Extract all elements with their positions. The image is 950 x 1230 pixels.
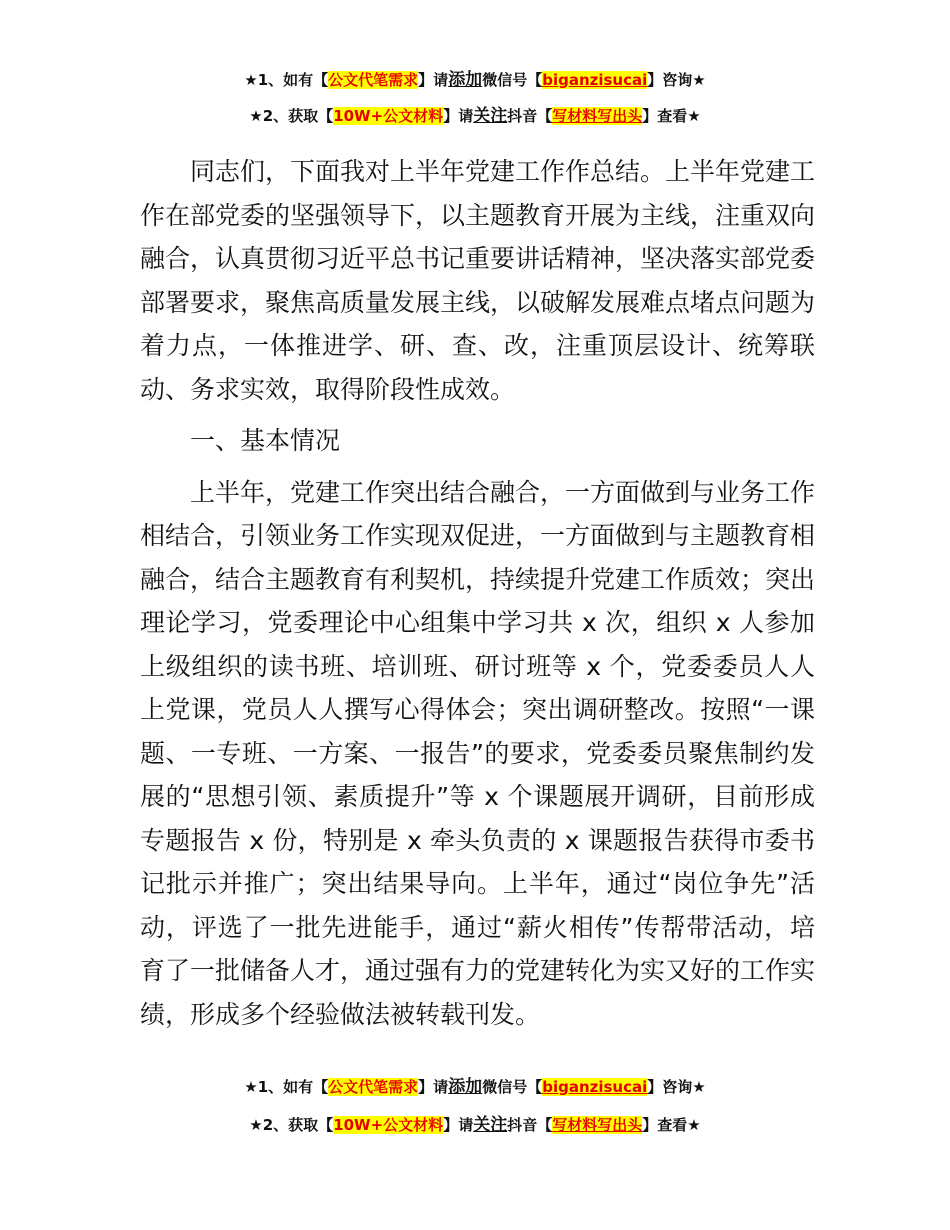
promo-highlight-materials: 10W+公文材料 xyxy=(333,1116,444,1134)
promo-suffix: 】咨询★ xyxy=(647,1078,706,1096)
promo-line-bottom-1 xyxy=(0,1077,950,1097)
promo-prefix: ★1、如有【 xyxy=(244,1078,329,1096)
promo-emphasis: 关注 xyxy=(473,106,508,126)
promo-highlight-materials: 10W+公文材料 xyxy=(333,107,444,125)
intro-paragraph: 同志们，下面我对上半年党建工作作总结。上半年党建工作在部党委的坚强领导下，以主题教育开展为主线，注重双向融合，认真贯彻习近平总书记重要讲话精神，坚决落实部党委部署要求，聚焦高质量发展主线，以破解发展难点堵点问题为着力点，一体推进学、研、查、改，注重顶层设计、统筹联动、务求实效，取得阶段性成效。 xyxy=(140,157,816,404)
promo-text: 微信号【 xyxy=(482,1078,543,1096)
promo-text: 】请 xyxy=(443,1116,474,1134)
promo-suffix: 】查看★ xyxy=(642,1116,701,1134)
section-heading: 一、基本情况 xyxy=(190,426,341,455)
promo-wechat-id[interactable]: biganzisucai xyxy=(542,1078,648,1096)
promo-prefix: ★1、如有【 xyxy=(244,71,329,89)
promo-highlight-service: 公文代笔需求 xyxy=(328,71,419,89)
promo-wechat-id[interactable]: biganzisucai xyxy=(542,71,648,89)
promo-text: 抖音【 xyxy=(507,107,553,125)
document-body xyxy=(140,150,815,1044)
promo-line-top-2 xyxy=(0,106,950,126)
promo-text: 】请 xyxy=(418,71,449,89)
promo-line-bottom-2 xyxy=(0,1115,950,1135)
promo-line-top-1 xyxy=(0,70,950,90)
promo-text: 】请 xyxy=(443,107,474,125)
promo-text: 抖音【 xyxy=(507,1116,553,1134)
promo-highlight-service: 公文代笔需求 xyxy=(328,1078,419,1096)
promo-prefix: ★2、获取【 xyxy=(249,107,334,125)
promo-douyin-account[interactable]: 写材料写出头 xyxy=(552,1116,643,1134)
promo-douyin-account[interactable]: 写材料写出头 xyxy=(552,107,643,125)
promo-text: 微信号【 xyxy=(482,71,543,89)
promo-suffix: 】查看★ xyxy=(642,107,701,125)
promo-emphasis: 关注 xyxy=(473,1115,508,1135)
promo-text: 】请 xyxy=(418,1078,449,1096)
section-paragraph: 上半年，党建工作突出结合融合，一方面做到与业务工作相结合，引领业务工作实现双促进，一方面做到与主题教育相融合，结合主题教育有利契机，持续提升党建工作质效；突出理论学习，党委理论中心组集中学习共 x 次，组织 x 人参加上级组织的读书班、培训班、研讨班等 x 个，党委委员人人上党课，党员人人撰写心得体会；突出调研整改。按照“一课题、一专班、一方案、一报告”的要求，党委委员聚焦制约发展的“思想引领、素质提升”等 x 个课题展开调研，目前形成专题报告 x 份，特别是 x 牵头负责的 x 课题报告获得市委书记批示并推广；突出结果导向。上半年，通过“岗位争先”活动，评选了一批先进能手，通过“薪火相传”传帮带活动，培育了一批储备人才，通过强有力的党建转化为实又好的工作实绩，形成多个经验做法被转载刊发。 xyxy=(140,477,816,1029)
promo-emphasis: 添加 xyxy=(448,70,483,90)
promo-suffix: 】咨询★ xyxy=(647,71,706,89)
promo-prefix: ★2、获取【 xyxy=(249,1116,334,1134)
promo-emphasis: 添加 xyxy=(448,1077,483,1097)
